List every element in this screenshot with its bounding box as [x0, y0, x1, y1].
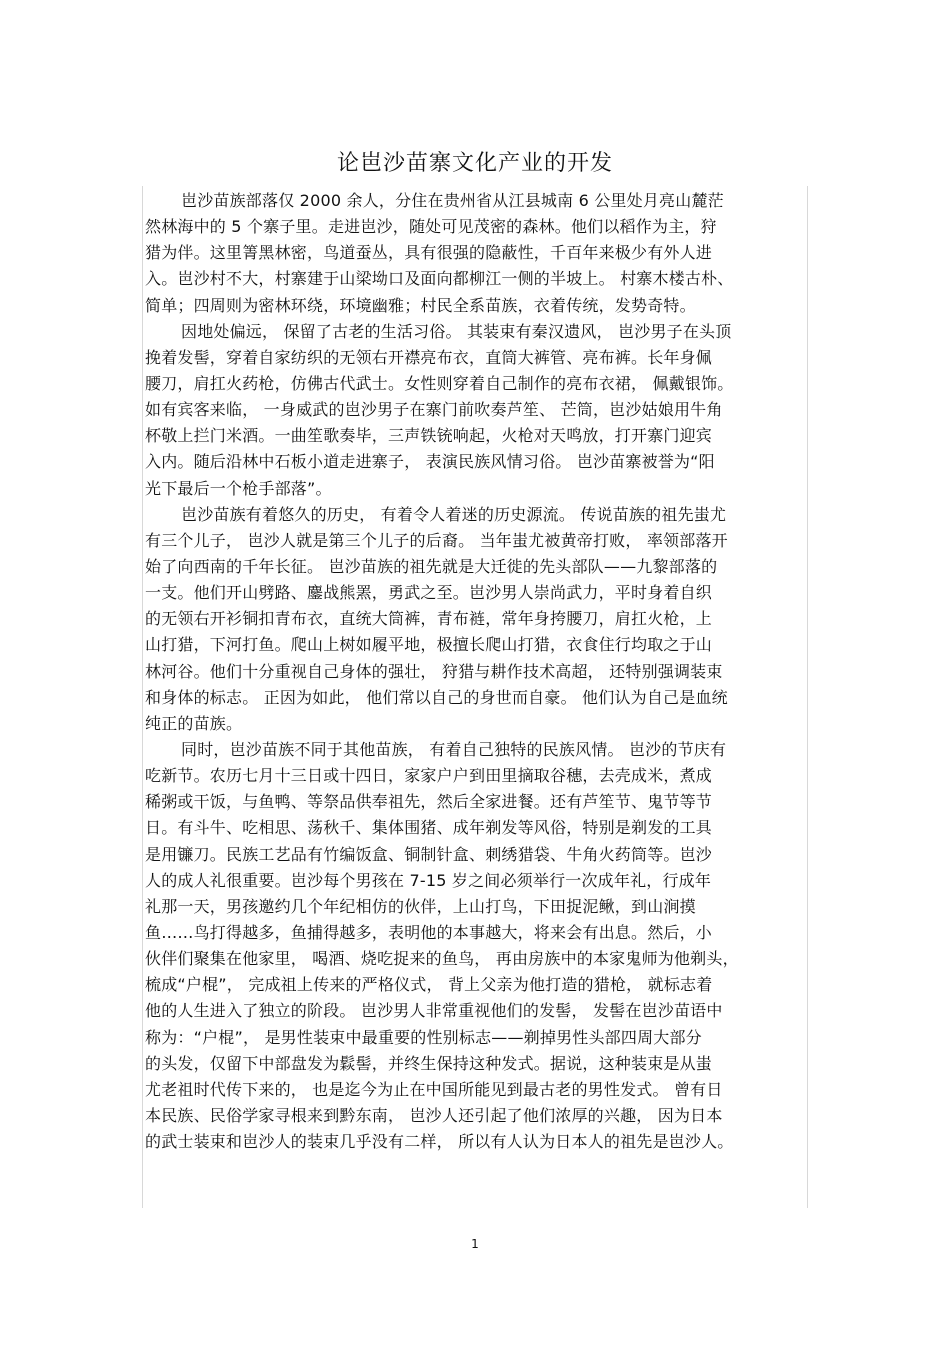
text-line: 如有宾客来临， 一身威武的岜沙男子在寨门前吹奏芦笙、 芒筒，岜沙姑娘用牛角: [145, 400, 723, 420]
text-line: 岜沙苗族有着悠久的历史， 有着令人着迷的历史源流。 传说苗族的祖先蚩尤: [181, 504, 727, 524]
text-line: 挽着发髻，穿着自家纺织的无领右开襟亮布衣，直筒大裤管、亮布裤。长年身佩: [145, 347, 713, 367]
text-line: 始了向西南的千年长征。 岜沙苗族的祖先就是大迁徙的先头部队——九黎部落的: [145, 556, 718, 576]
text-line: 的武士装束和岜沙人的装束几乎没有二样， 所以有人认为日本人的祖先是岜沙人。: [145, 1132, 734, 1152]
text-line: 和身体的标志。 正因为如此， 他们常以自己的身世而自豪。 他们认为自己是血统: [145, 687, 728, 707]
text-line: 简单；四周则为密林环绕，环境幽雅；村民全系苗族，衣着传统，发势奇特。: [145, 295, 696, 315]
text-line: 入内。随后沿林中石板小道走进寨子， 表演民族风情习俗。 岜沙苗寨被誉为“阳: [145, 452, 715, 472]
text-line: 梳成“户棍”， 完成祖上传来的严格仪式， 背上父亲为他打造的猎枪， 就标志着: [145, 975, 713, 995]
document-title: 论岜沙苗寨文化产业的开发: [336, 151, 613, 176]
text-line: 光下最后一个枪手部落”。: [145, 478, 332, 498]
text-line: 猎为伴。这里箐黑林密，鸟道蚕丛，具有很强的隐蔽性，千百年来极少有外人进: [145, 243, 713, 263]
text-line: 纯正的苗族。: [145, 713, 243, 733]
body-text: [145, 188, 805, 1155]
text-line: 一支。他们开山劈路、鏖战熊罴，勇武之至。岜沙男人崇尚武力，平时身着自织: [145, 583, 713, 603]
text-line: 岜沙苗族部落仅 2000 余人，分住在贵州省从江县城南 6 公里处月亮山麓茫: [181, 191, 724, 210]
text-line: 称为：“户棍”， 是男性装束中最重要的性别标志——剃掉男性头部四周大部分: [145, 1027, 702, 1047]
text-line: 他的人生进入了独立的阶段。 岜沙男人非常重视他们的发髻， 发髻在岜沙苗语中: [145, 1001, 723, 1021]
text-line: 礼那一天，男孩邀约几个年纪相仿的伙伴，上山打鸟，下田捉泥鳅，到山涧摸: [145, 896, 696, 916]
text-line: 人的成人礼很重要。岜沙每个男孩在 7-15 岁之间必须举行一次成年礼，行成年: [145, 870, 712, 890]
text-line: 入。岜沙村不大，村寨建于山梁坳口及面向都柳江一侧的半坡上。 村寨木楼古朴、: [145, 269, 734, 289]
page-number: 1: [471, 1237, 479, 1251]
text-line: 杯敬上拦门米酒。一曲笙歌奏毕，三声铁铳响起，火枪对天鸣放，打开寨门迎宾: [145, 426, 713, 446]
text-line: 的头发，仅留下中部盘发为鬏髻，并终生保持这种发式。据说，这种装束是从蚩: [145, 1053, 713, 1073]
text-line: 本民族、民俗学家寻根来到黔东南， 岜沙人还引起了他们浓厚的兴趣， 因为日本: [145, 1105, 723, 1125]
text-line: 伙伴们聚集在他家里， 喝酒、烧吃捉来的鱼鸟， 再由房族中的本家鬼师为他剃头，: [145, 949, 739, 969]
text-line: 尤老祖时代传下来的， 也是迄今为止在中国所能见到最古老的男性发式。 曾有日: [145, 1079, 723, 1099]
text-line: 吃新节。农历七月十三日或十四日，家家户户到田里摘取谷穗，去壳成米，煮成: [145, 766, 713, 786]
text-line: 是用镰刀。民族工艺品有竹编饭盒、铜制针盒、刺绣猎袋、牛角火药筒等。岜沙: [145, 844, 713, 864]
text-line: 的无领右开衫铜扣青布衣，直统大筒裤，青布裢，常年身挎腰刀，肩扛火枪，上: [145, 609, 713, 629]
text-line: 然林海中的 5 个寨子里。走进岜沙，随处可见茂密的森林。他们以稻作为主，狩: [145, 217, 717, 237]
text-line: 林河谷。他们十分重视自己身体的强壮， 狩猎与耕作技术高超， 还特别强调装束: [145, 661, 723, 681]
text-line: 腰刀，肩扛火药枪，仿佛古代武士。女性则穿着自己制作的亮布衣裙， 佩戴银饰。: [145, 373, 734, 393]
text-line: 有三个儿子， 岜沙人就是第三个儿子的后裔。 当年蚩尤被黄帝打败， 率领部落开: [145, 530, 728, 550]
text-line: 鱼……鸟打得越多，鱼捕得越多，表明他的本事越大，将来会有出息。然后，小: [145, 922, 713, 942]
text-line: 山打猎，下河打鱼。爬山上树如履平地，极擅长爬山打猎，衣食住行均取之于山: [145, 635, 713, 655]
text-line: 日。有斗牛、吃相思、荡秋千、集体围猪、成年剃发等风俗，特别是剃发的工具: [145, 818, 713, 838]
text-line: 因地处偏远， 保留了古老的生活习俗。 其装束有秦汉遗风， 岜沙男子在头顶: [181, 321, 732, 341]
text-line: 稀粥或干饭，与鱼鸭、等祭品供奉祖先，然后全家进餐。还有芦笙节、鬼节等节: [145, 792, 713, 812]
text-line: 同时，岜沙苗族不同于其他苗族， 有着自己独特的民族风情。 岜沙的节庆有: [181, 739, 727, 759]
